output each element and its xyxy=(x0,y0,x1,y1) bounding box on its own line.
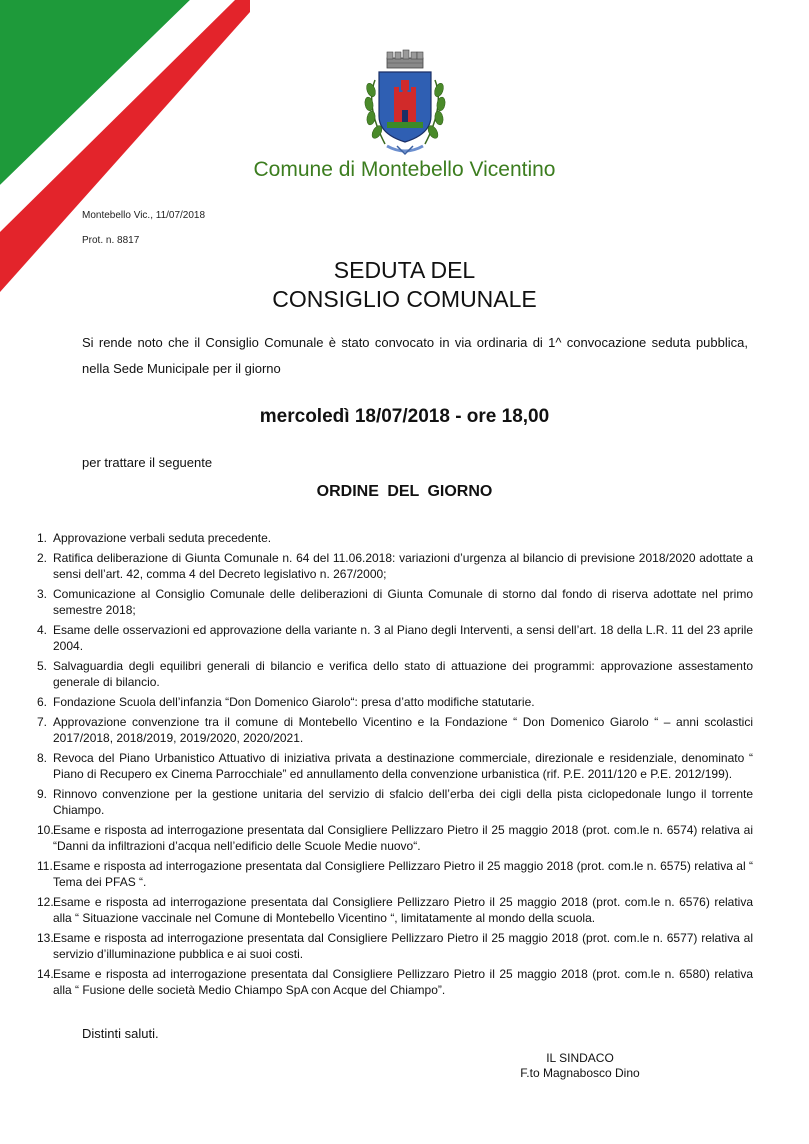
agenda-item xyxy=(37,586,753,618)
agenda-item xyxy=(37,858,753,890)
signature-block xyxy=(480,1051,680,1081)
intro-paragraph: Si rende noto che il Consiglio Comunale è stato convocato in via ordinaria di 1^ convocazione seduta pubblica, nella Sede Municipale per il giorno xyxy=(82,335,748,376)
agenda-item xyxy=(37,550,753,582)
agenda-item xyxy=(37,786,753,818)
crown-icon xyxy=(387,50,423,68)
title-line-1: SEDUTA DEL xyxy=(333,257,476,283)
italian-flag-stripes xyxy=(0,0,250,300)
agenda-item-text: Esame delle osservazioni ed approvazione della variante n. 3 al Piano degli Interventi, a sensi dell’art. 18 della L.R. 11 del 23 aprile 2004. xyxy=(53,623,753,653)
agenda-item-number: 7. xyxy=(37,715,48,729)
agenda-item-text: Esame e risposta ad interrogazione presentata dal Consigliere Pellizzaro Pietro il 25 maggio 2018 (prot. com.le n. 6574) relativa ai “Danni da infiltrazioni d’acqua nell’edificio delle Scuole Medie nuovo“. xyxy=(53,823,753,853)
agenda-item-number: 8. xyxy=(37,751,48,765)
agenda-item-number: 5. xyxy=(37,659,48,673)
agenda-item-text: Esame e risposta ad interrogazione presentata dal Consigliere Pellizzaro Pietro il 25 maggio 2018 (prot. com.le n. 6576) relativa alla “ Situazione vaccinale nel Comune di Montebello Vicentino “, limitatamente al mondo della scuola. xyxy=(53,895,753,925)
agenda-item-text: Approvazione verbali seduta precedente. xyxy=(53,531,272,545)
title-line-2: CONSIGLIO COMUNALE xyxy=(272,286,537,312)
agenda-item xyxy=(37,894,753,926)
place-date: Montebello Vic., 11/07/2018 xyxy=(82,210,206,221)
document-title xyxy=(0,256,809,314)
agenda-item-text: Esame e risposta ad interrogazione presentata dal Consigliere Pellizzaro Pietro il 25 maggio 2018 (prot. com.le n. 6575) relativa al “ Tema dei PFAS “. xyxy=(53,859,753,889)
agenda-title: ORDINE DEL GIORNO xyxy=(316,483,493,500)
agenda-item-number: 14. xyxy=(37,967,54,981)
closing-greeting: Distinti saluti. xyxy=(82,1026,159,1041)
agenda-item xyxy=(37,530,753,546)
shield-icon xyxy=(379,72,431,142)
agenda-item-number: 11. xyxy=(37,859,53,873)
municipality-name xyxy=(0,158,809,182)
agenda-list xyxy=(37,530,753,1002)
agenda-item-text: Salvaguardia degli equilibri generali di bilancio e verifica dello stato di attuazione dei programmi: approvazione assestamento generale di bilancio. xyxy=(53,659,753,689)
agenda-item-text: Approvazione convenzione tra il comune di Montebello Vicentino e la Fondazione “ Don Domenico Giarolo “ – anni scolastici 2017/2018, 2018/2019, 2019/2020, 2020/2021. xyxy=(53,715,753,745)
signature-role: IL SINDACO xyxy=(546,1051,614,1065)
agenda-item-text: Ratifica deliberazione di Giunta Comunale n. 64 del 11.06.2018: variazioni d’urgenza al bilancio di previsione 2018/2020 adottate a sensi dell’art. 42, comma 4 del Decreto legislativo n. 267/2000; xyxy=(53,551,753,581)
agenda-item-text: Fondazione Scuola dell’infanzia “Don Domenico Giarolo“: presa d’atto modifiche statutarie. xyxy=(53,695,535,709)
agenda-item xyxy=(37,750,753,782)
agenda-item-number: 13. xyxy=(37,931,54,945)
agenda-item-number: 3. xyxy=(37,587,48,601)
agenda-item xyxy=(37,622,753,654)
agenda-item-number: 10. xyxy=(37,823,54,837)
agenda-item xyxy=(37,966,753,998)
agenda-item-text: Esame e risposta ad interrogazione presentata dal Consigliere Pellizzaro Pietro il 25 maggio 2018 (prot. com.le n. 6580) relativa alla “ Fusione delle società Medio Chiampo SpA con Acque del Chiampo”. xyxy=(53,967,753,997)
agenda-item-text: Comunicazione al Consiglio Comunale delle deliberazioni di Giunta Comunale di storno dal fondo di riserva adottate nel primo semestre 2018; xyxy=(53,587,753,617)
agenda-item xyxy=(37,822,753,854)
agenda-item-number: 6. xyxy=(37,695,48,709)
agenda-item-text: Rinnovo convenzione per la gestione unitaria del servizio di sfalcio dell’erba dei cigli della pista ciclopedonale lungo il torrente Chiampo. xyxy=(53,787,753,817)
agenda-item-text: Revoca del Piano Urbanistico Attuativo di iniziativa privata a destinazione commerciale, direzionale e residenziale, denominato “ Piano di Recupero ex Cinema Parrocchiale” ed annullamento della convenzione urbanistica (rif. P.E. 2011/120 e P.E. 2012/199). xyxy=(53,751,753,781)
coat-of-arms-logo xyxy=(357,46,453,158)
signature-name: F.to Magnabosco Dino xyxy=(520,1066,640,1080)
agenda-item xyxy=(37,658,753,690)
agenda-item xyxy=(37,694,753,710)
agenda-item-number: 9. xyxy=(37,787,48,801)
agenda-item-number: 1. xyxy=(37,531,48,545)
agenda-item-number: 4. xyxy=(37,623,48,637)
agenda-item xyxy=(37,930,753,962)
agenda-item xyxy=(37,714,753,746)
ribbon-icon xyxy=(387,146,423,154)
municipality-name-text: Comune di Montebello Vicentino xyxy=(253,158,556,181)
treat-text: per trattare il seguente xyxy=(82,455,213,470)
agenda-item-number: 2. xyxy=(37,551,48,565)
agenda-item-text: Esame e risposta ad interrogazione presentata dal Consigliere Pellizzaro Pietro il 25 maggio 2018 (prot. com.le n. 6577) relativa al servizio d’illuminazione pubblica e ai suoi costi. xyxy=(53,931,753,961)
session-date: mercoledì 18/07/2018 - ore 18,00 xyxy=(259,406,550,427)
protocol-number: Prot. n. 8817 xyxy=(82,235,140,246)
agenda-item-number: 12. xyxy=(37,895,54,909)
